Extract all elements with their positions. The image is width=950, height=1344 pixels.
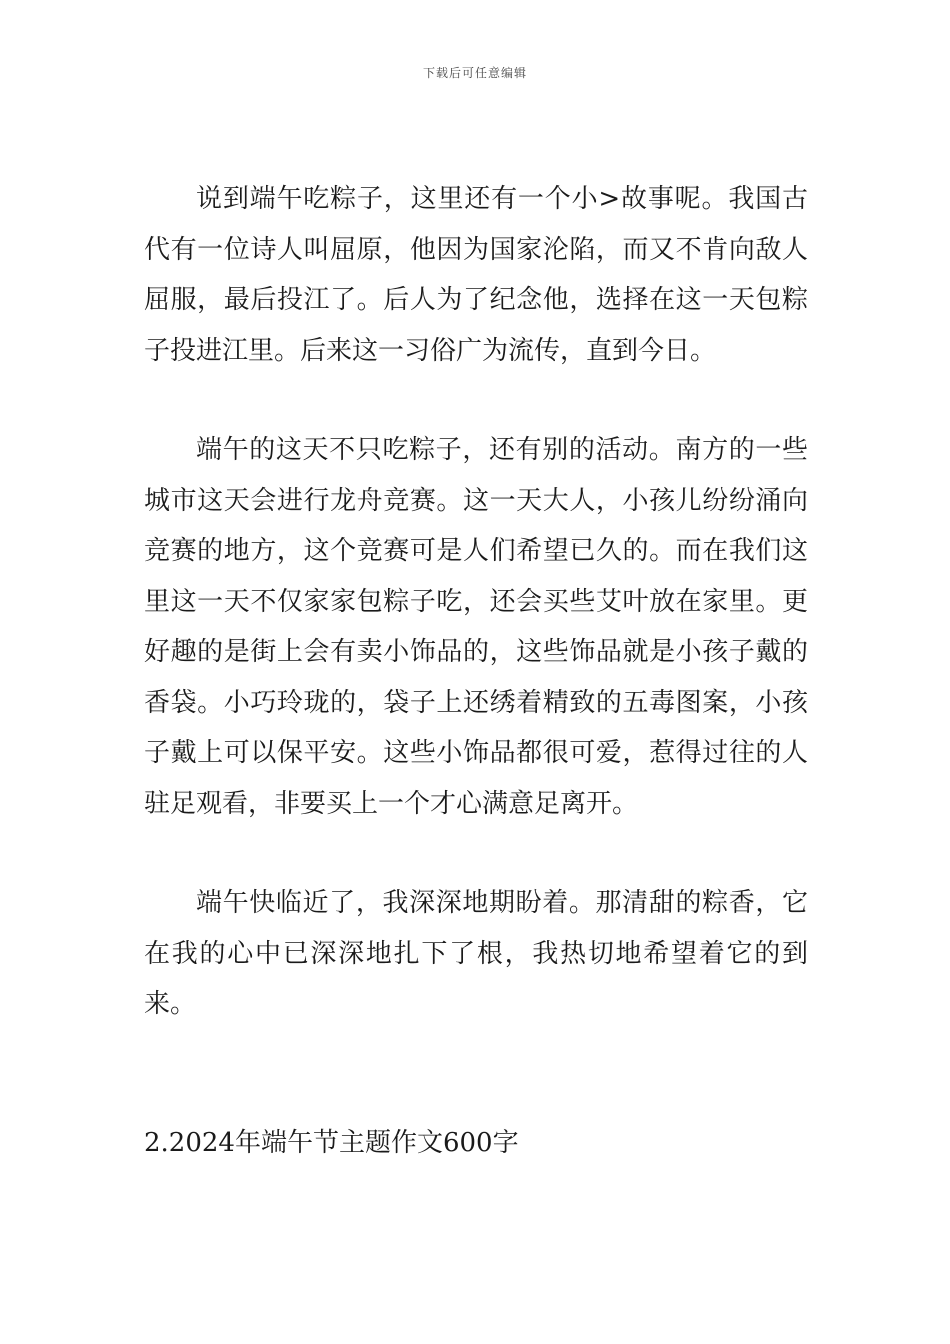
paragraph-1: 说到端午吃粽子，这里还有一个小>故事呢。我国古代有一位诗人叫屈原，他因为国家沦陷，而又不肯向敌人屈服，最后投江了。后人为了纪念他，选择在这一天包粽子投进江里。后来这一习俗广为流传，直到今日。: [144, 184, 808, 366]
essay-body: [144, 174, 808, 1030]
paragraph-2: 端午的这天不只吃粽子，还有别的活动。南方的一些城市这天会进行龙舟竞赛。这一天大人，小孩儿纷纷涌向竞赛的地方，这个竞赛可是人们希望已久的。而在我们这里这一天不仅家家包粽子吃，还会买些艾叶放在家里。更好趣的是街上会有卖小饰品的，这些饰品就是小孩子戴的香袋。小巧玲珑的，袋子上还绣着精致的五毒图案，小孩子戴上可以保平安。这些小饰品都很可爱，惹得过往的人驻足观看，非要买上一个才心满意足离开。: [144, 435, 808, 819]
page-header-note: 下载后可任意编辑: [422, 66, 527, 80]
paragraph-3: 端午快临近了，我深深地期盼着。那清甜的粽香，它在我的心中已深深地扎下了根，我热切地希望着它的到来。: [144, 888, 808, 1019]
section-heading: 2.2024年端午节主题作文600字: [144, 1128, 519, 1158]
